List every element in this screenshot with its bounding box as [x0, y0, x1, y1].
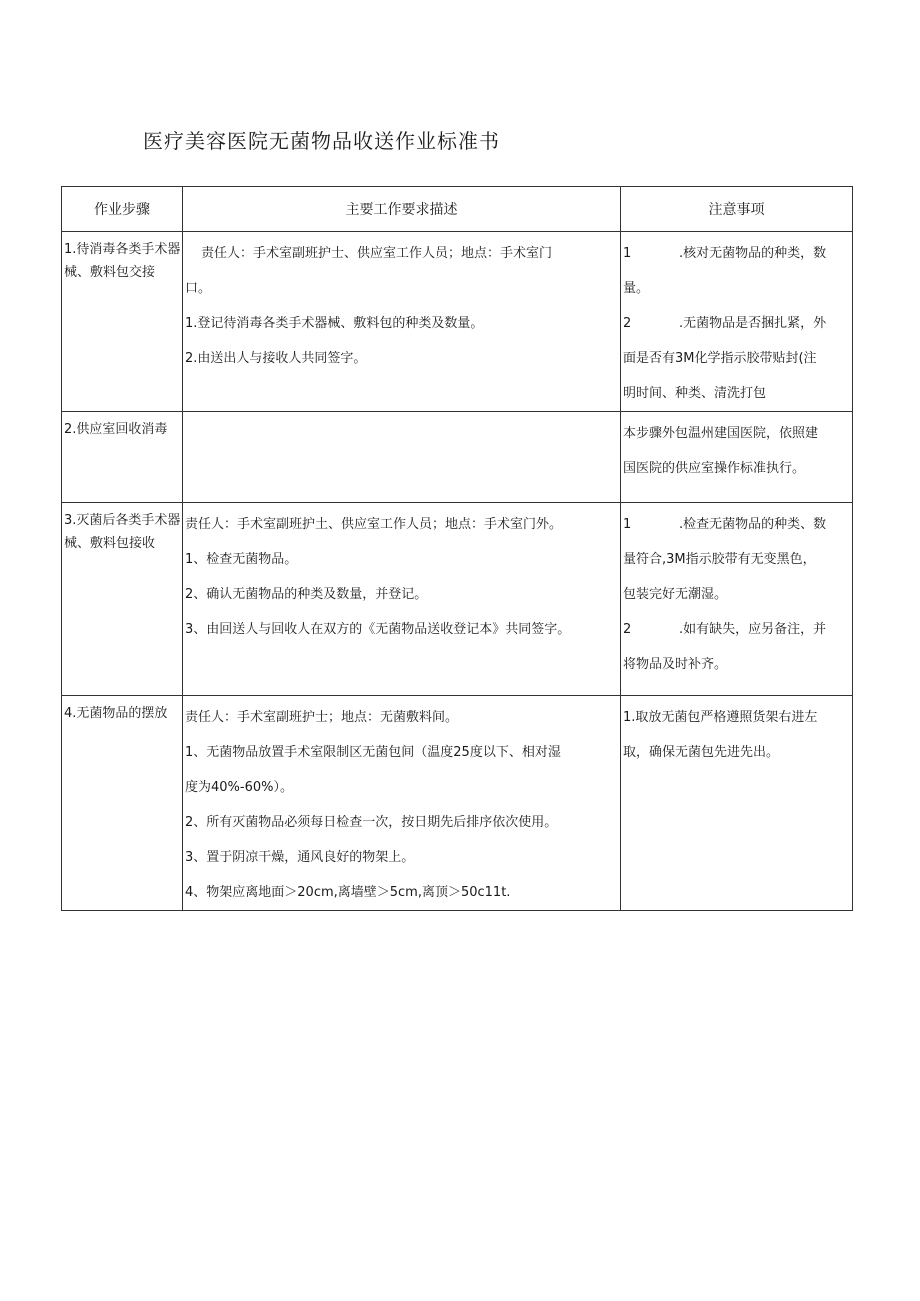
desc-line: 1.登记待消毒各类手术器械、敷料包的种类及数量。 [185, 316, 484, 331]
note-line: 1.取放无菌包严格遵照货架右进左 [623, 710, 818, 725]
desc-cell [183, 696, 621, 911]
sop-table [61, 186, 853, 911]
note-line: 包装完好无潮湿。 [623, 587, 728, 602]
header-step: 作业步骤 [62, 187, 183, 232]
note-line: 明时间、种类、清洗打包 [623, 386, 767, 401]
desc-line: 3、由回送人与回收人在双方的《无菌物品送收登记本》共同签字。 [185, 622, 571, 637]
note-line: 量符合,3M指示胶带有无变黑色， [623, 552, 816, 567]
desc-line: 1、检查无菌物品。 [185, 552, 298, 567]
table-row [62, 412, 853, 503]
note-line: 2 .无菌物品是否捆扎紧，外 [623, 316, 827, 331]
note-line: 1 .核对无菌物品的种类，数 [623, 246, 827, 261]
note-line: 本步骤外包温州建国医院，依照建 [623, 426, 819, 441]
step-cell: 4.无菌物品的摆放 [62, 696, 183, 911]
table-row [62, 696, 853, 911]
table-header-row [62, 187, 853, 232]
page-title: 医疗美容医院无菌物品收送作业标准书 [143, 129, 500, 153]
note-cell [621, 232, 853, 412]
note-cell [621, 412, 853, 503]
desc-line: 责任人：手术室副班护土、供应室工作人员；地点：手术室门外。 [185, 517, 563, 532]
step-cell: 3.灭菌后各类手术器械、敷料包接收 [62, 503, 183, 696]
table-row [62, 232, 853, 412]
note-line: 国医院的供应室操作标准执行。 [623, 461, 806, 476]
note-line: 将物品及时补齐。 [623, 657, 728, 672]
note-cell [621, 503, 853, 696]
note-line: 1 .检查无菌物品的种类、数 [623, 517, 827, 532]
header-note: 注意事项 [621, 187, 853, 232]
desc-line: 3、置于阴凉干燥，通风良好的物架上。 [185, 850, 415, 865]
header-desc: 主要工作要求描述 [183, 187, 621, 232]
desc-line: 1、无菌物品放置手术室限制区无菌包间（温度25度以下、相对湿 [185, 745, 561, 760]
desc-cell [183, 232, 621, 412]
desc-line: 责任人：手术室副班护士、供应室工作人员；地点：手术室门 [201, 246, 553, 261]
desc-cell [183, 412, 621, 503]
note-line: 量。 [623, 281, 650, 296]
note-line: 面是否有3M化学指示胶带贴封(注 [623, 351, 817, 366]
desc-line: 度为40%-60%）。 [185, 780, 293, 795]
desc-line: 责任人：手术室副班护士；地点：无菌敷料间。 [185, 710, 459, 725]
note-line: 2 .如有缺失，应另备注，并 [623, 622, 827, 637]
table-row [62, 503, 853, 696]
desc-line: 2.由送出人与接收人共同签字。 [185, 351, 367, 366]
note-cell [621, 696, 853, 911]
desc-line: 口。 [185, 281, 212, 296]
desc-line: 2、确认无菌物品的种类及数量，并登记。 [185, 587, 428, 602]
note-line: 取，确保无菌包先进先出。 [623, 745, 780, 760]
step-cell: 1.待消毒各类手术器械、敷料包交接 [62, 232, 183, 412]
desc-line: 4、物架应离地面＞20cm,离墙壁＞5cm,离顶＞50c11t. [185, 885, 511, 900]
desc-cell [183, 503, 621, 696]
step-cell: 2.供应室回收消毒 [62, 412, 183, 503]
desc-line: 2、所有灭菌物品必须每日检查一次，按日期先后排序依次使用。 [185, 815, 558, 830]
